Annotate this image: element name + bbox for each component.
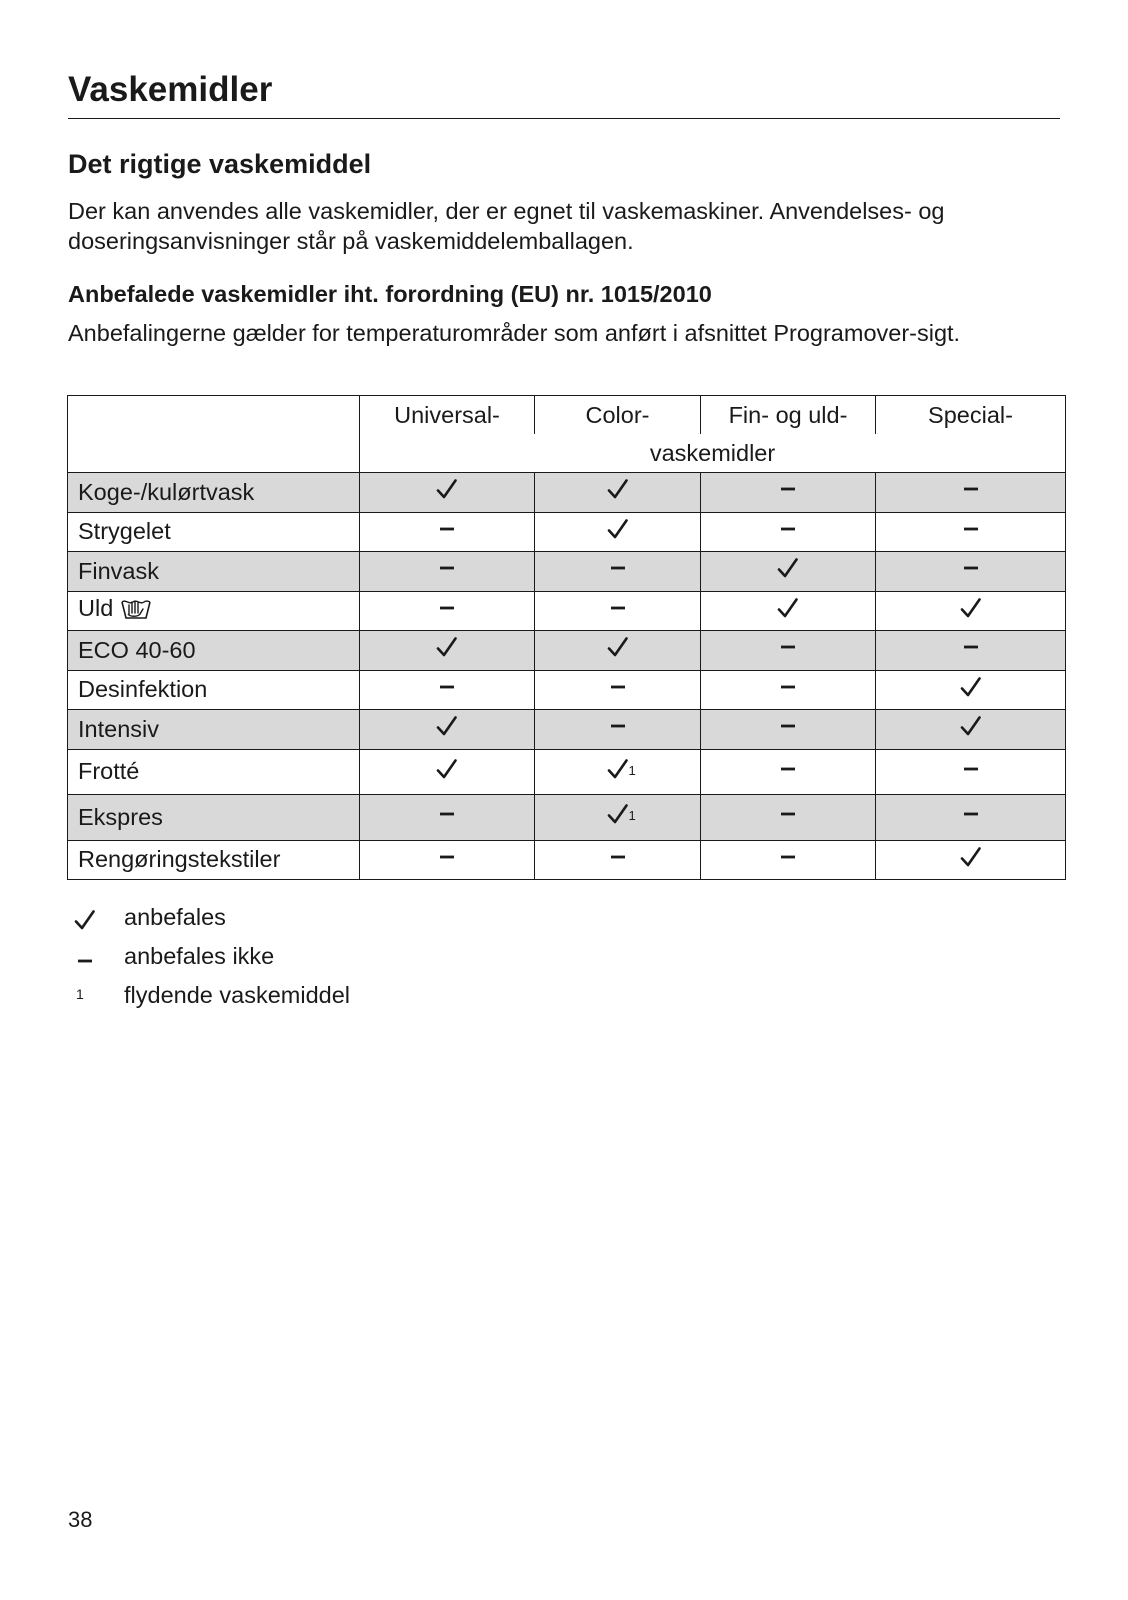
dash-icon	[960, 636, 982, 658]
program-name: Finvask	[78, 557, 159, 584]
legend-dash-icon	[74, 937, 114, 976]
mark-cell	[876, 795, 1066, 841]
program-name: Uld	[78, 594, 114, 621]
hand-wash-icon	[119, 594, 153, 628]
mark-cell	[701, 631, 876, 671]
intro-paragraph	[68, 196, 1068, 256]
mark-cell	[360, 840, 535, 880]
footnote-marker: 1	[628, 808, 636, 824]
program-name: Intensiv	[78, 715, 159, 742]
program-name: Desinfektion	[78, 676, 208, 703]
column-header-label: Fin- og uld-	[728, 401, 848, 428]
program-name-cell	[68, 710, 360, 750]
mark-cell	[535, 512, 701, 552]
check-icon	[607, 518, 629, 540]
dash-icon	[607, 846, 629, 868]
check-icon	[960, 676, 982, 698]
mark-cell	[535, 473, 701, 513]
mark-cell	[360, 591, 535, 631]
check-icon	[436, 758, 458, 780]
mark-cell	[535, 670, 701, 710]
check-footnote-icon	[607, 803, 636, 825]
legend-text: anbefales ikke	[124, 943, 275, 969]
mark-cell	[535, 631, 701, 671]
dash-icon	[960, 803, 982, 825]
mark-cell	[876, 670, 1066, 710]
check-icon	[960, 715, 982, 737]
note-text: Anbefalingerne gælder for temperaturområder som anført i afsnittet Programover-sigt.	[68, 320, 961, 346]
dash-icon	[777, 518, 799, 540]
program-name: Rengøringstekstiler	[78, 846, 281, 873]
column-header	[535, 396, 701, 435]
program-name-cell	[68, 670, 360, 710]
mark-cell	[876, 840, 1066, 880]
table-row	[68, 840, 1066, 880]
mark-cell	[360, 552, 535, 592]
common-header: vaskemidler	[360, 434, 1066, 473]
table-row	[68, 670, 1066, 710]
table-row	[68, 795, 1066, 841]
program-name-cell	[68, 473, 360, 513]
mark-cell	[360, 473, 535, 513]
mark-cell	[535, 710, 701, 750]
table-row	[68, 512, 1066, 552]
check-footnote-icon	[607, 758, 636, 780]
dash-icon	[436, 676, 458, 698]
program-name: Frotté	[78, 758, 140, 785]
mark-cell	[701, 591, 876, 631]
mark-cell	[360, 749, 535, 795]
intro-text: Der kan anvendes alle vaskemidler, der er egnet til vaskemaskiner. Anvendelses- og doseringsanvisninger står på vaskemiddelemballagen.	[68, 198, 945, 254]
table-row	[68, 473, 1066, 513]
mark-cell	[701, 710, 876, 750]
dash-icon	[777, 676, 799, 698]
program-name: Strygelet	[78, 518, 171, 545]
footnote-marker: 1	[628, 762, 636, 778]
column-header: Universal-	[360, 396, 535, 435]
table-body	[68, 473, 1066, 880]
note-paragraph	[68, 318, 1068, 348]
legend-check-icon	[74, 898, 114, 937]
check-icon	[777, 597, 799, 619]
legend-text: anbefales	[124, 904, 226, 930]
mark-cell	[701, 552, 876, 592]
legend-footnote-marker: 1	[76, 986, 84, 1002]
check-icon	[436, 478, 458, 500]
program-name-cell	[68, 591, 360, 631]
mark-cell	[876, 631, 1066, 671]
check-icon	[436, 715, 458, 737]
dash-icon	[777, 846, 799, 868]
mark-cell	[876, 512, 1066, 552]
mark-cell	[701, 795, 876, 841]
mark-cell	[360, 710, 535, 750]
mark-cell	[360, 512, 535, 552]
dash-icon	[777, 715, 799, 737]
program-name-cell	[68, 552, 360, 592]
dash-icon	[436, 597, 458, 619]
check-icon	[607, 478, 629, 500]
dash-icon	[607, 676, 629, 698]
mark-cell	[535, 749, 701, 795]
mark-cell	[876, 552, 1066, 592]
legend-text: flydende vaskemiddel	[124, 982, 350, 1008]
dash-icon	[777, 803, 799, 825]
dash-icon	[960, 518, 982, 540]
program-name-cell	[68, 512, 360, 552]
program-name: Koge-/kulørtvask	[78, 478, 255, 505]
mark-cell	[701, 840, 876, 880]
column-header	[876, 396, 1066, 435]
mark-cell	[535, 591, 701, 631]
column-header-label: Color-	[585, 401, 650, 428]
dash-icon	[436, 803, 458, 825]
program-name: ECO 40-60	[78, 636, 196, 663]
mark-cell	[701, 749, 876, 795]
dash-icon	[436, 557, 458, 579]
dash-icon	[607, 557, 629, 579]
dash-icon	[960, 478, 982, 500]
check-icon	[960, 597, 982, 619]
mark-cell	[701, 473, 876, 513]
table-row	[68, 710, 1066, 750]
dash-icon	[436, 846, 458, 868]
dash-icon	[960, 758, 982, 780]
page-title: Vaskemidler	[68, 70, 273, 109]
dash-icon	[607, 715, 629, 737]
table-corner-cell	[68, 396, 360, 473]
mark-cell	[360, 670, 535, 710]
program-name: Ekspres	[78, 803, 163, 830]
section-heading: Det rigtige vaskemiddel	[68, 149, 372, 179]
table-row	[68, 591, 1066, 631]
mark-cell	[701, 512, 876, 552]
mark-cell	[876, 749, 1066, 795]
table-row	[68, 552, 1066, 592]
check-icon	[777, 557, 799, 579]
program-name-cell	[68, 749, 360, 795]
table-row	[68, 631, 1066, 671]
dash-icon	[777, 758, 799, 780]
dash-icon	[777, 636, 799, 658]
mark-cell	[535, 840, 701, 880]
mark-cell	[701, 670, 876, 710]
mark-cell	[876, 473, 1066, 513]
table-header-row	[68, 396, 1066, 435]
dash-icon	[607, 597, 629, 619]
program-name-cell	[68, 795, 360, 841]
check-icon	[960, 846, 982, 868]
mark-cell	[876, 591, 1066, 631]
dash-icon	[960, 557, 982, 579]
page-number: 38	[68, 1507, 93, 1532]
mark-cell	[360, 795, 535, 841]
mark-cell	[360, 631, 535, 671]
check-icon	[436, 636, 458, 658]
mark-cell	[535, 795, 701, 841]
check-icon	[607, 636, 629, 658]
title-divider	[68, 118, 1060, 119]
sub-heading: Anbefalede vaskemidler iht. forordning (EU) nr. 1015/2010	[68, 281, 712, 307]
column-header	[701, 396, 876, 435]
dash-icon	[777, 478, 799, 500]
program-name-cell	[68, 840, 360, 880]
dash-icon	[436, 518, 458, 540]
mark-cell	[876, 710, 1066, 750]
mark-cell	[535, 552, 701, 592]
program-name-cell	[68, 631, 360, 671]
table-row	[68, 749, 1066, 795]
column-header-label: Special-	[928, 401, 1013, 428]
detergent-table	[67, 395, 1066, 880]
